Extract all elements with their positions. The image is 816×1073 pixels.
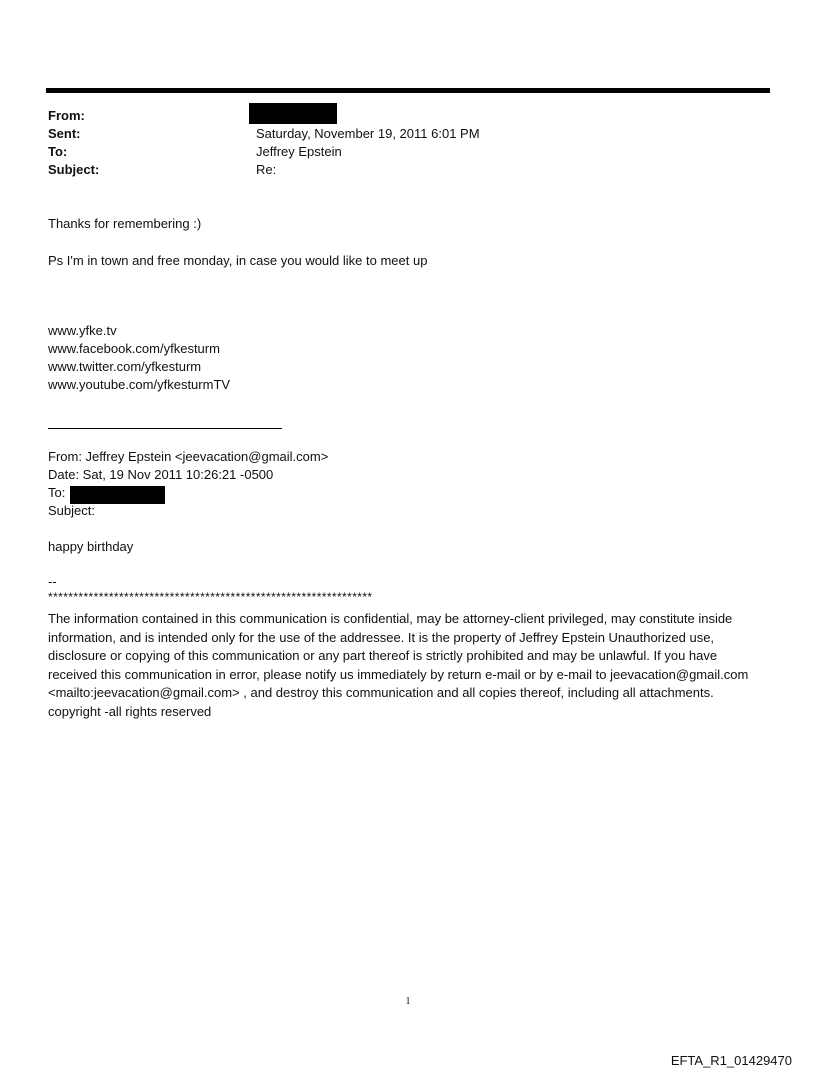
page-number: 1 (405, 996, 411, 1007)
link-website: www.yfke.tv (48, 323, 117, 338)
confidentiality-disclaimer: The information contained in this communication is confidential, may be attorney-client privileged, may constitute inside information, and is intended only for the use of the addressee. It is the property of Jeffrey Epstein Unauthorized use, disclosure or copying of this communication or any part thereof is strictly prohibited and may be unlawful. If you have received this communication in error, please notify us immediately by return e-mail or by e-mail to jeevacation@gmail.com <mailto:jeevacation@gmail.com> , and destroy this communication and all copies thereof, including all attachments. copyright -all rights reserved (48, 611, 749, 719)
signature-divider (48, 428, 282, 429)
sent-label: Sent: (48, 126, 81, 141)
redacted-sender (249, 103, 337, 124)
to-value: Jeffrey Epstein (256, 144, 342, 159)
quoted-date: Date: Sat, 19 Nov 2011 10:26:21 -0500 (48, 467, 274, 482)
from-label: From: (48, 108, 85, 123)
quoted-message: happy birthday (48, 539, 134, 554)
asterisk-divider: **************************************************************** (48, 590, 373, 604)
top-divider (46, 88, 770, 93)
subject-value: Re: (256, 162, 277, 177)
quoted-from: From: Jeffrey Epstein <jeevacation@gmail.com> (48, 449, 329, 464)
link-youtube: www.youtube.com/yfkesturmTV (48, 377, 231, 392)
signature-dash: -- (48, 574, 57, 589)
link-twitter: www.twitter.com/yfkesturm (48, 359, 202, 374)
body-line-thanks: Thanks for remembering :) (48, 216, 202, 231)
quoted-subject: Subject: (48, 503, 95, 518)
link-facebook: www.facebook.com/yfkesturm (48, 341, 220, 356)
quoted-to-label: To: (48, 485, 66, 500)
sent-value: Saturday, November 19, 2011 6:01 PM (256, 126, 480, 141)
subject-label: Subject: (48, 162, 100, 177)
to-label: To: (48, 144, 68, 159)
bates-number: EFTA_R1_01429470 (670, 1053, 792, 1068)
body-line-ps: Ps I'm in town and free monday, in case you would like to meet up (48, 253, 428, 268)
